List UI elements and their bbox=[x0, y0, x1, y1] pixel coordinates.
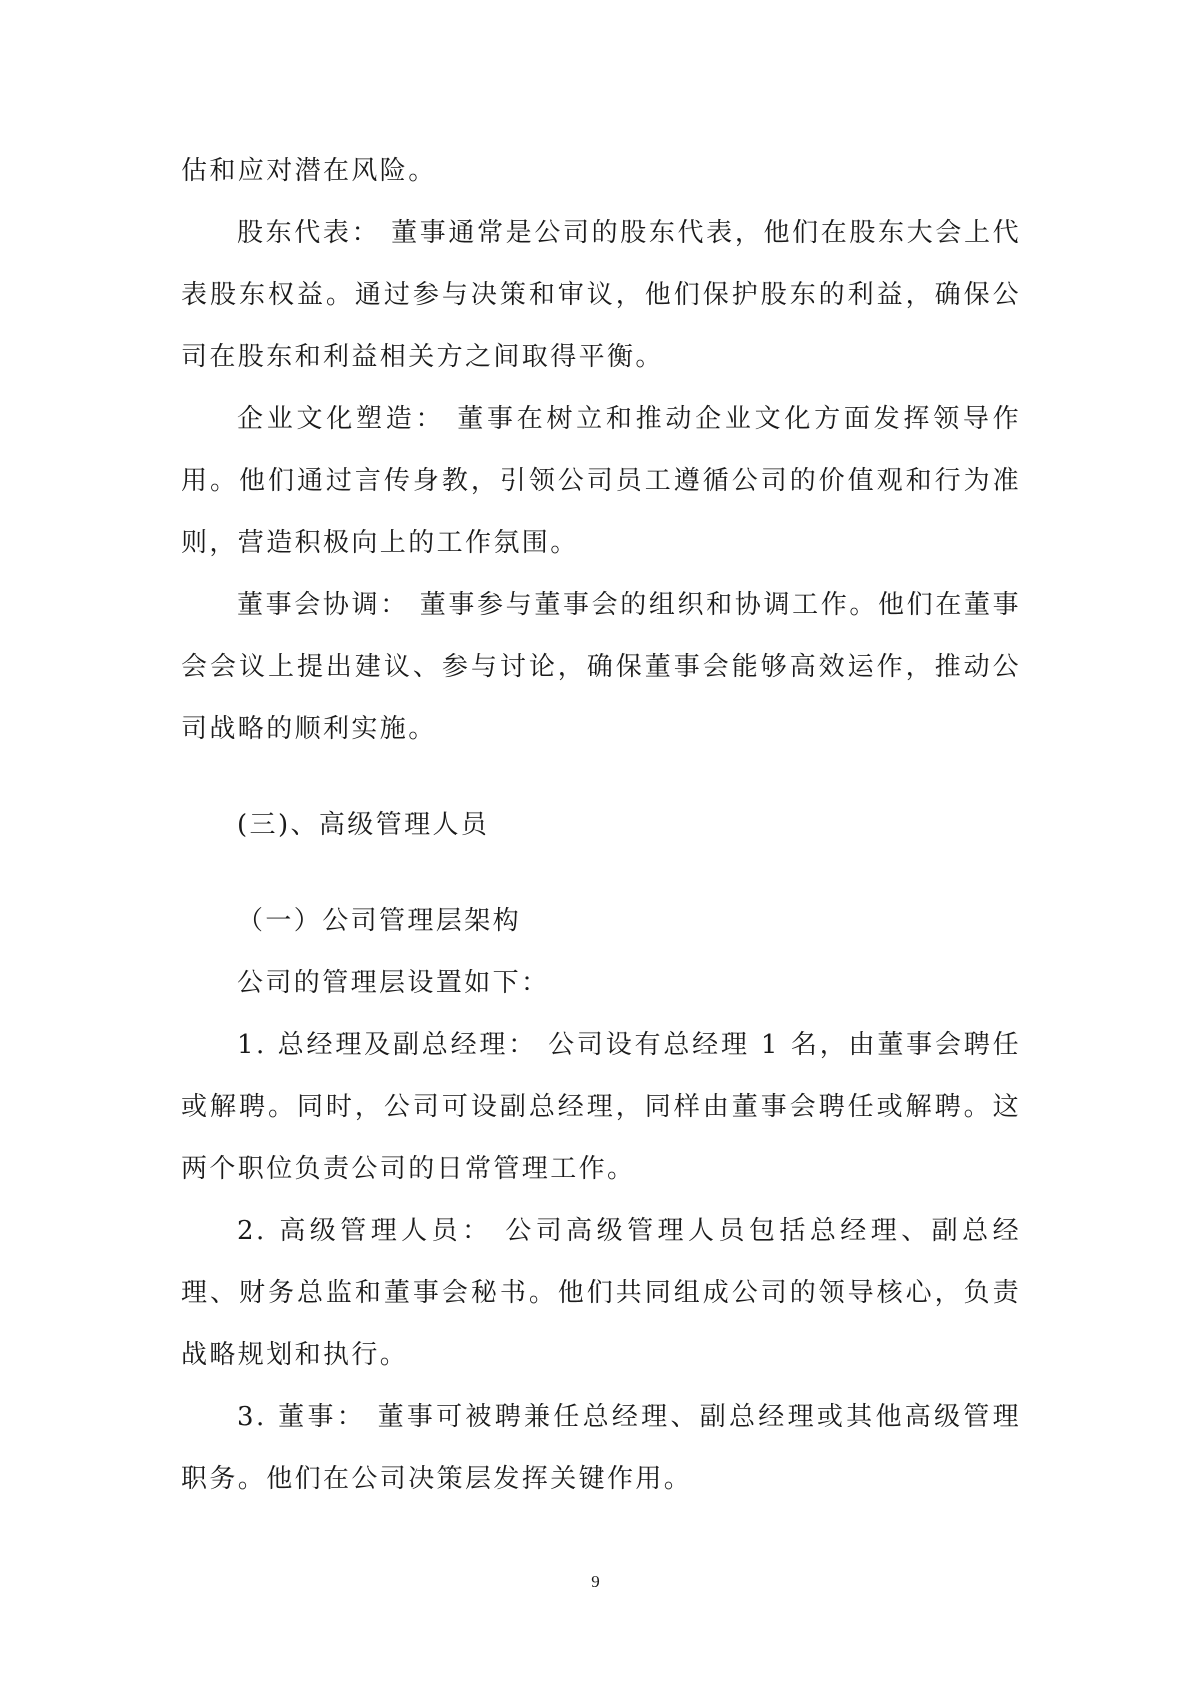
paragraph-shareholder-representative: 股东代表： 董事通常是公司的股东代表，他们在股东大会上代表股东权益。通过参与决策和审议，他们保护股东的利益，确保公司在股东和利益相关方之间取得平衡。 bbox=[181, 218, 1021, 372]
page-body bbox=[181, 140, 1021, 1510]
paragraph-continuation: 估和应对潜在风险。 bbox=[181, 156, 437, 186]
paragraph-corporate-culture: 企业文化塑造： 董事在树立和推动企业文化方面发挥领导作用。他们通过言传身教，引领公司员工遵循公司的价值观和行为准则，营造积极向上的工作氛围。 bbox=[181, 404, 1021, 558]
paragraph-management-intro: 公司的管理层设置如下： bbox=[237, 968, 550, 998]
list-item-directors: 3. 董事： 董事可被聘兼任总经理、副总经理或其他高级管理职务。他们在公司决策层发挥关键作用。 bbox=[181, 1402, 1021, 1494]
section-heading-senior-management: (三)、高级管理人员 bbox=[237, 810, 490, 840]
page-number: 9 bbox=[591, 1572, 600, 1591]
paragraph-board-coordination: 董事会协调： 董事参与董事会的组织和协调工作。他们在董事会会议上提出建议、参与讨论，确保董事会能够高效运作，推动公司战略的顺利实施。 bbox=[181, 590, 1021, 744]
list-item-senior-management: 2. 高级管理人员： 公司高级管理人员包括总经理、副总经理、财务总监和董事会秘书。他们共同组成公司的领导核心，负责战略规划和执行。 bbox=[181, 1216, 1021, 1370]
list-item-general-manager: 1. 总经理及副总经理： 公司设有总经理 1 名，由董事会聘任或解聘。同时，公司可设副总经理，同样由董事会聘任或解聘。这两个职位负责公司的日常管理工作。 bbox=[181, 1030, 1021, 1184]
subsection-heading-management-structure: （一）公司管理层架构 bbox=[237, 906, 522, 936]
